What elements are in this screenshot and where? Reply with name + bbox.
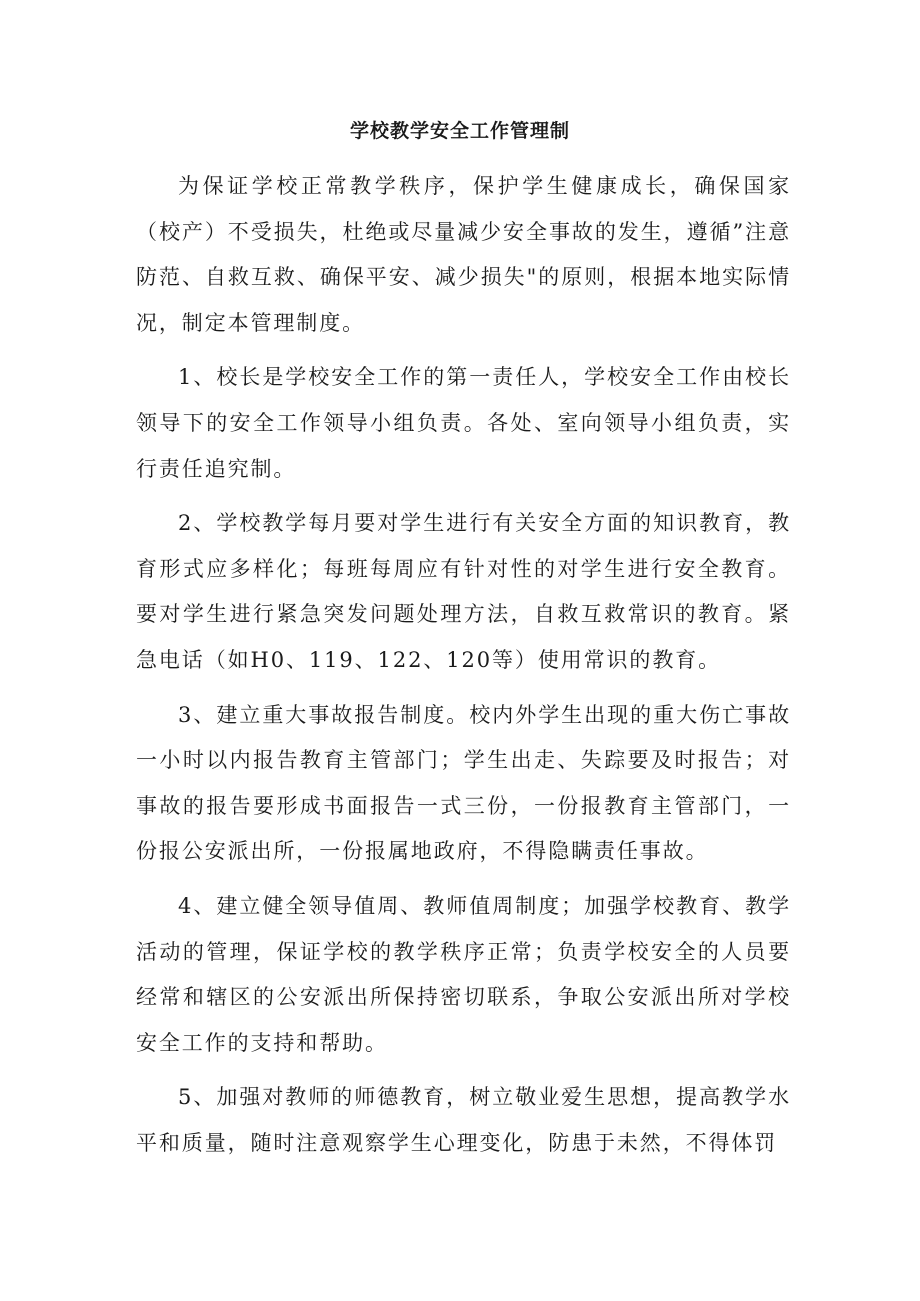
clause-1-paragraph: 1、校长是学校安全工作的第一责任人，学校安全工作由校长领导下的安全工作领导小组负责。各处、室向领导小组负责，实行责任追究制。 (136, 365, 791, 481)
document-title: 学校教学安全工作管理制 (349, 120, 570, 142)
document-body (136, 164, 791, 1175)
clause-2-paragraph: 2、学校教学每月要对学生进行有关安全方面的知识教育，教育形式应多样化；每班每周应有针对性的对学生进行安全教育。要对学生进行紧急突发问题处理方法，自救互救常识的教育。紧急电话（如H0、119、122、120等）使用常识的教育。 (136, 511, 791, 672)
clause-3-paragraph: 3、建立重大事故报告制度。校内外学生出现的重大伤亡事故一小时以内报告教育主管部门；学生出走、失踪要及时报告；对事故的报告要形成书面报告一式三份，一份报教育主管部门，一份报公安派出所，一份报属地政府，不得隐瞒责任事故。 (136, 702, 791, 864)
intro-paragraph: 为保证学校正常教学秩序，保护学生健康成长，确保国家（校产）不受损失，杜绝或尽量减少安全事故的发生，遵循”注意防范、自救互救、确保平安、减少损失"的原则，根据本地实际情况，制定本管理制度。 (136, 174, 791, 335)
clause-5-paragraph: 5、加强对教师的师德教育，树立敬业爱生思想，提高教学水平和质量，随时注意观察学生心理变化，防患于未然，不得体罚 (136, 1085, 791, 1155)
clause-4-paragraph: 4、建立健全领导值周、教师值周制度；加强学校教育、教学活动的管理，保证学校的教学秩序正常；负责学校安全的人员要经常和辖区的公安派出所保持密切联系，争取公安派出所对学校安全工作的支持和帮助。 (136, 893, 791, 1055)
